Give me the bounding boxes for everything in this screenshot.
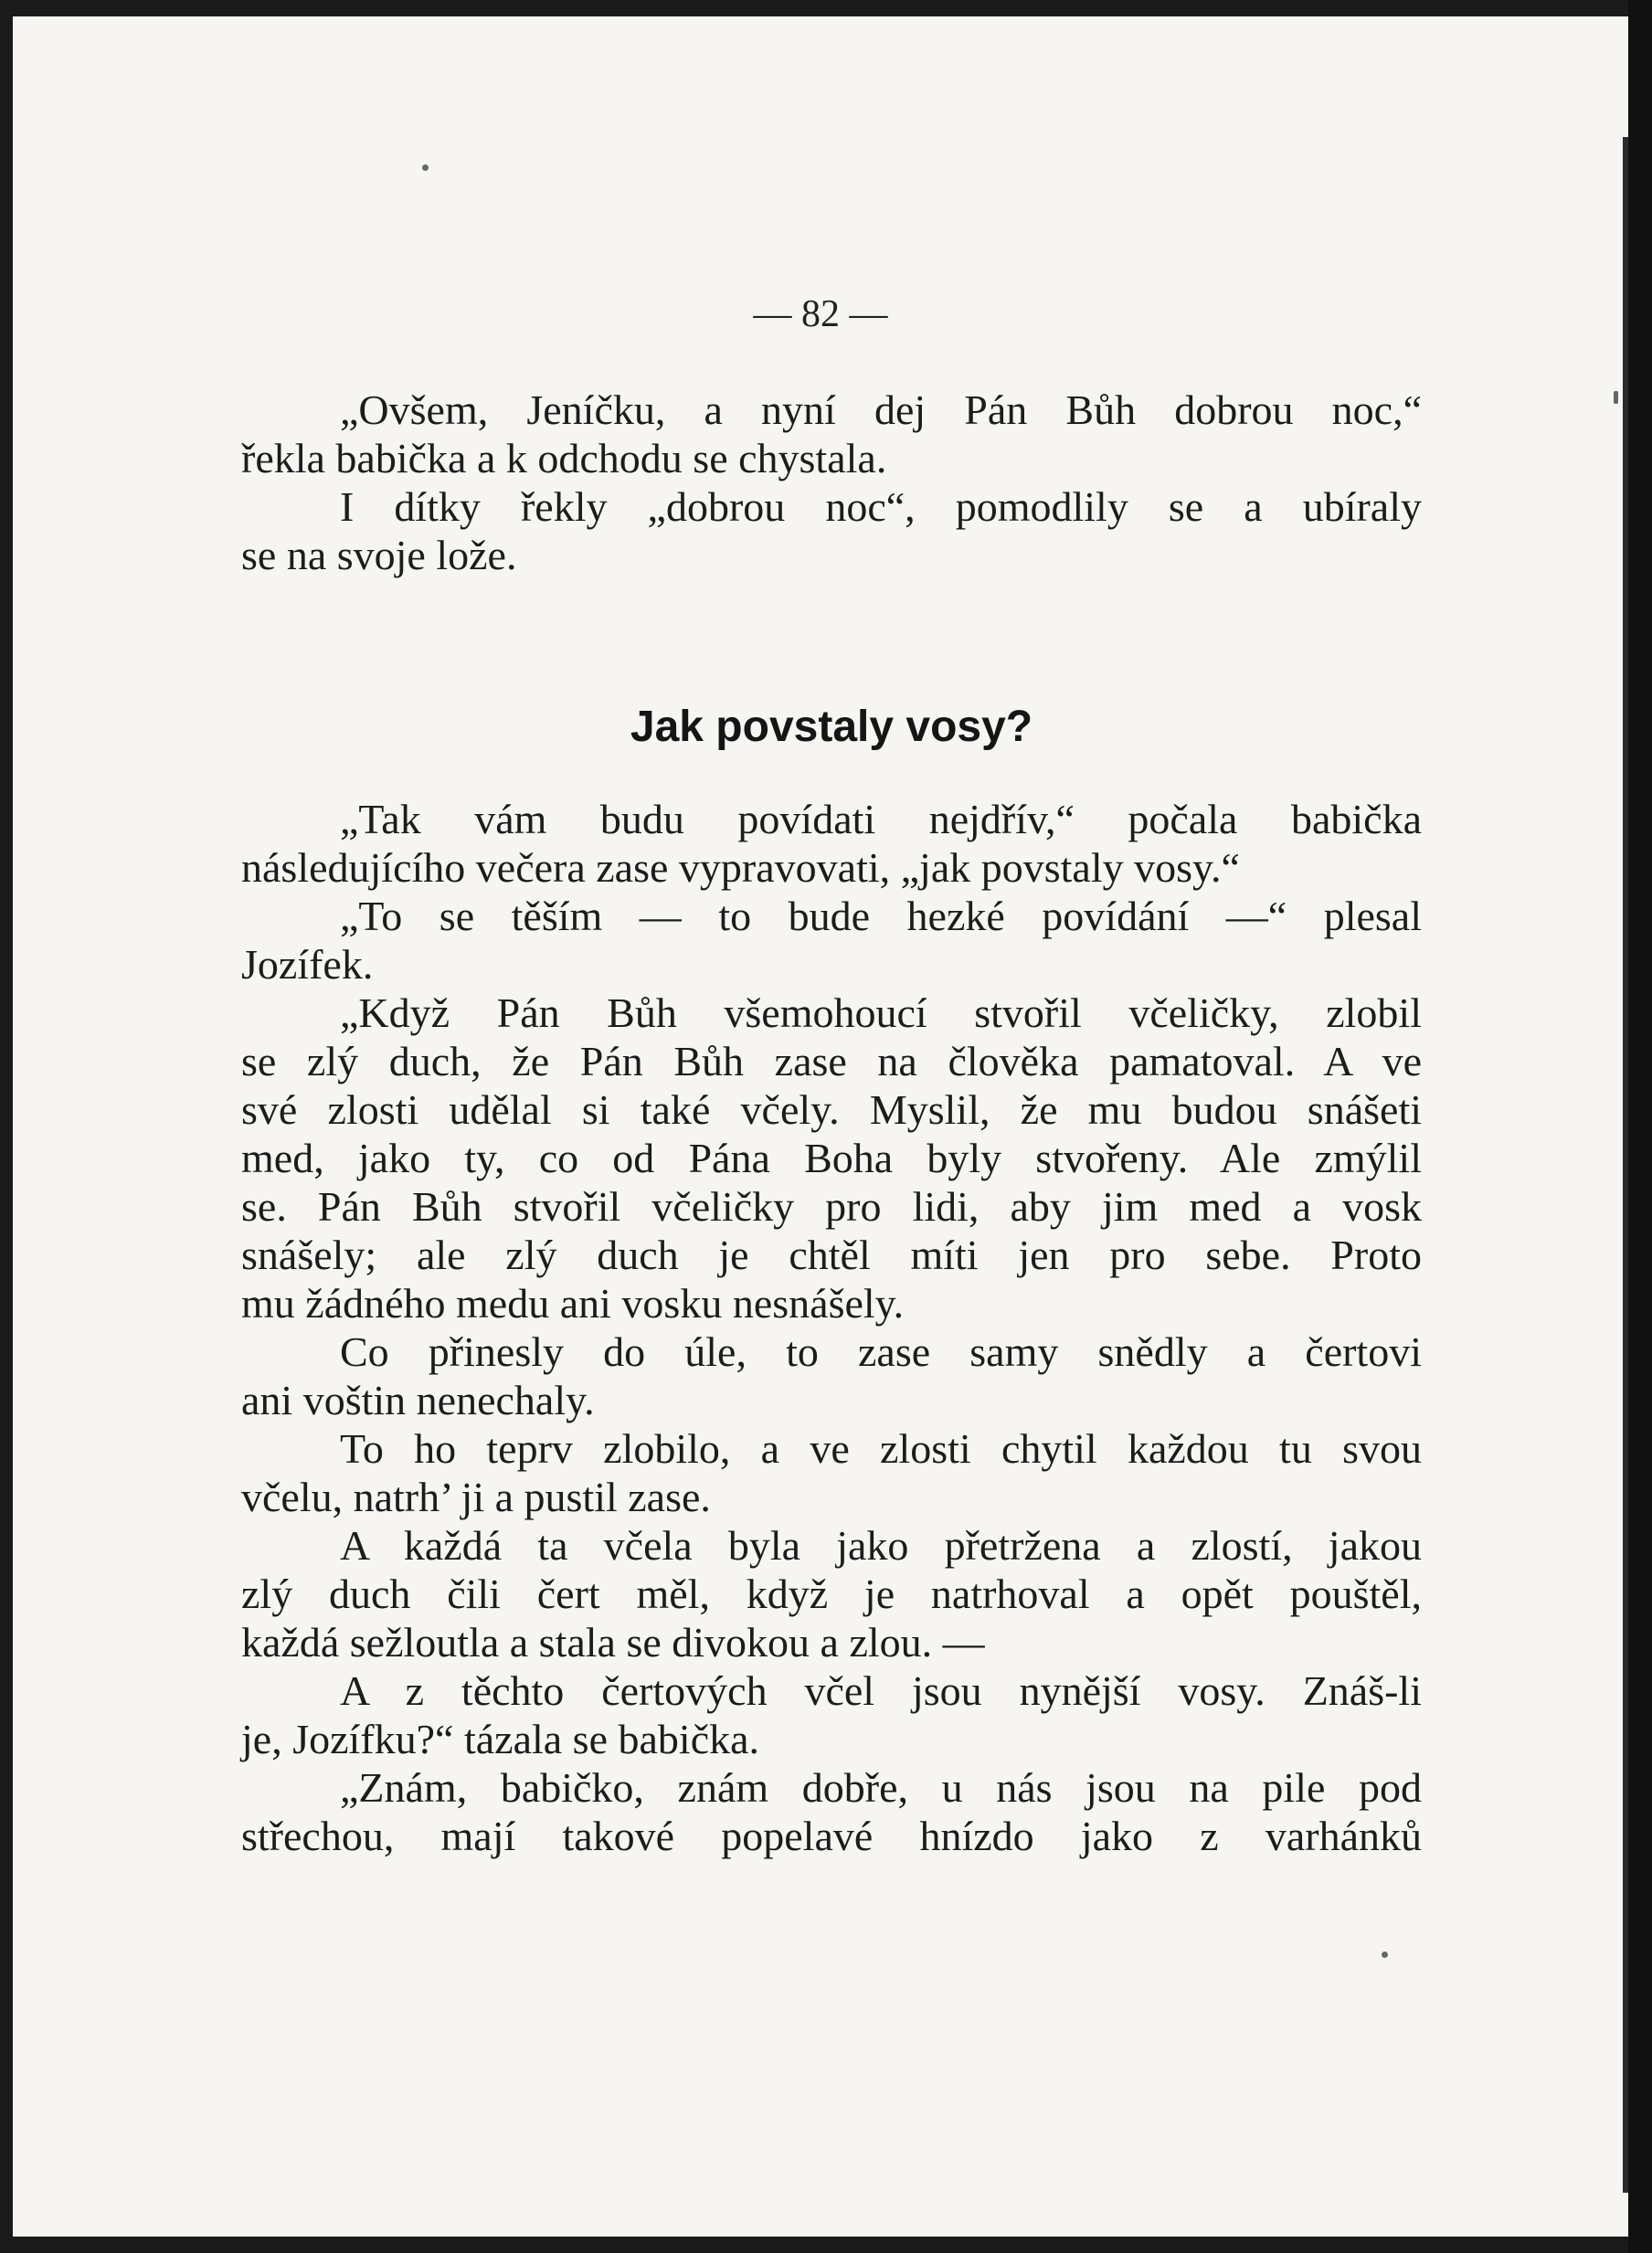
text-line: následujícího večera zase vypravovati, „jak povstaly vosy.“ xyxy=(241,844,1240,891)
text-line: se na svoje lože. xyxy=(241,532,517,578)
text-line: ani voštin nenechaly. xyxy=(241,1377,595,1423)
print-speck xyxy=(1614,391,1618,404)
text-line: včelu, natrh’ ji a pustil zase. xyxy=(241,1474,711,1520)
paragraph xyxy=(241,795,1422,892)
text-line: se. Pán Bůh stvořil včeličky pro lidi, aby jim med a vosk xyxy=(241,1183,1422,1230)
paragraph xyxy=(241,482,1422,579)
text-line: snášely; ale zlý duch je chtěl míti jen pro sebe. Proto xyxy=(241,1232,1422,1278)
paragraph xyxy=(241,1666,1422,1763)
text-line: každá sežloutla a stala se divokou a zlou. — xyxy=(241,1619,985,1666)
text-line: To ho teprv zlobilo, a ve zlosti chytil každou tu svou xyxy=(340,1425,1422,1472)
text-line: A z těchto čertových včel jsou nynější vosy. Znáš-li xyxy=(340,1667,1422,1714)
scan-border xyxy=(1628,0,1652,2253)
text-line: své zlosti udělal si také včely. Myslil, že mu budou snášeti xyxy=(241,1086,1422,1133)
paragraph xyxy=(241,989,1422,1327)
text-line: „Ovšem, Jeníčku, a nyní dej Pán Bůh dobrou noc,“ xyxy=(340,386,1422,433)
text-line: střechou, mají takové popelavé hnízdo jako z varhánků xyxy=(241,1813,1422,1859)
book-page xyxy=(13,16,1628,2237)
paragraph xyxy=(241,1521,1422,1666)
text-line: Jozífek. xyxy=(241,941,374,988)
chapter-paragraphs xyxy=(241,795,1422,1860)
text-line: „Tak vám budu povídati nejdřív,“ počala babička xyxy=(340,796,1422,842)
chapter-heading: Jak povstaly vosy? xyxy=(630,703,1033,751)
text-line: mu žádného medu ani vosku nesnášely. xyxy=(241,1280,905,1327)
text-line: Co přinesly do úle, to zase samy snědly a čertovi xyxy=(340,1328,1422,1375)
paragraph xyxy=(241,386,1422,482)
page-text xyxy=(241,386,1422,1860)
text-line: je, Jozífku?“ tázala se babička. xyxy=(241,1716,760,1762)
text-line: se zlý duch, že Pán Bůh zase na člověka pamatoval. A ve xyxy=(241,1038,1422,1084)
print-speck xyxy=(422,164,429,171)
text-line: „Znám, babičko, znám dobře, u nás jsou na pile pod xyxy=(340,1764,1422,1811)
paragraph xyxy=(241,1327,1422,1424)
paragraph xyxy=(241,892,1422,989)
paragraph xyxy=(241,1424,1422,1521)
paragraph xyxy=(241,1763,1422,1860)
text-line: „Když Pán Bůh všemohoucí stvořil včeličky, zlobil xyxy=(340,989,1422,1036)
text-line: „To se těším — to bude hezké povídání —“ plesal xyxy=(340,893,1422,939)
text-line: A každá ta včela byla jako přetržena a zlostí, jakou xyxy=(340,1522,1422,1569)
text-line: I dítky řekly „dobrou noc“, pomodlily se a ubíraly xyxy=(340,483,1422,530)
text-line: řekla babička a k odchodu se chystala. xyxy=(241,435,887,481)
page-number: — 82 — xyxy=(753,293,888,335)
print-speck xyxy=(1382,1952,1388,1958)
text-line: med, jako ty, co od Pána Boha byly stvořeny. Ale zmýlil xyxy=(241,1135,1422,1181)
intro-paragraphs xyxy=(241,386,1422,579)
text-line: zlý duch čili čert měl, když je natrhoval a opět pouštěl, xyxy=(241,1571,1422,1617)
